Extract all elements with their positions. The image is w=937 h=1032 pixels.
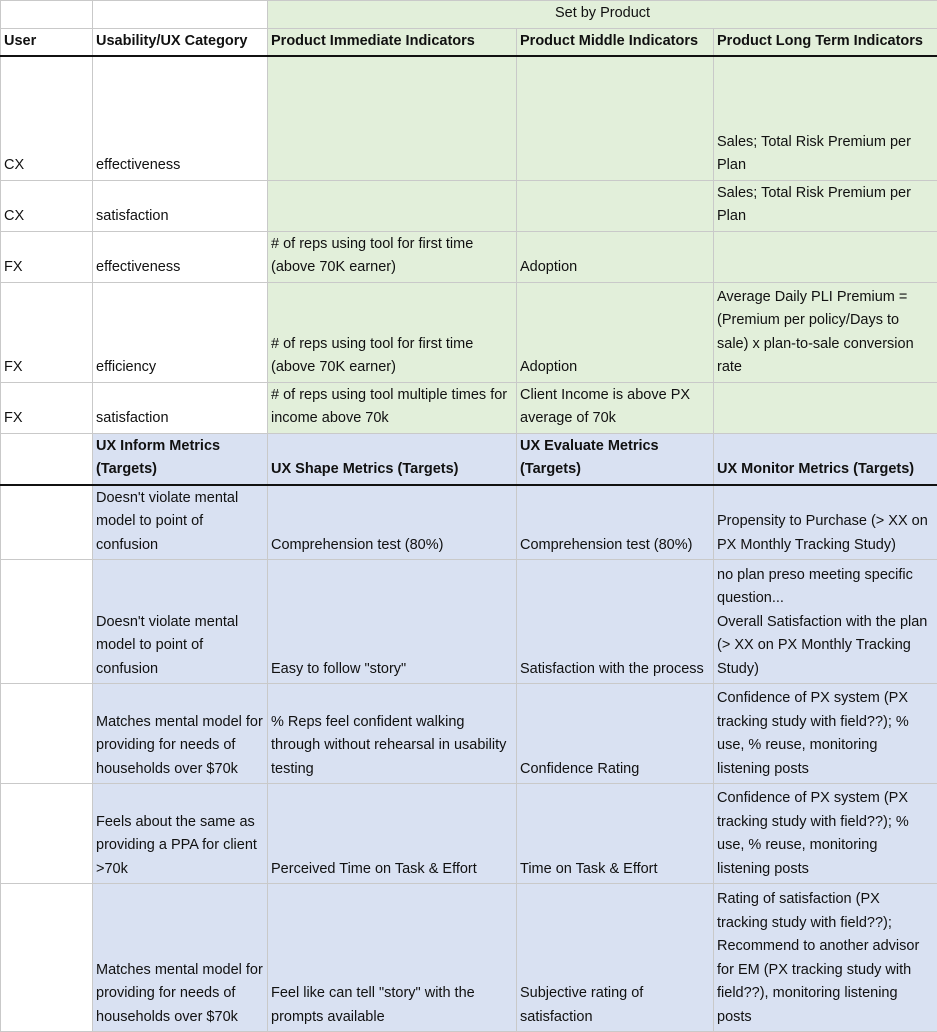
column-header-long-term[interactable]: Product Long Term Indicators [714,28,937,56]
cell-user[interactable]: FX [1,282,93,382]
cell-shape[interactable]: Feel like can tell "story" with the prompts available [268,884,517,1032]
ux-header-inform[interactable]: UX Inform Metrics (Targets) [93,433,268,485]
cell-user[interactable]: CX [1,180,93,231]
cell-middle[interactable] [517,56,714,180]
ux-header-shape[interactable]: UX Shape Metrics (Targets) [268,433,517,485]
cell-category[interactable]: efficiency [93,282,268,382]
cell-monitor[interactable]: Confidence of PX system (PX tracking study with field??); % use, % reuse, monitoring listening posts [714,784,937,884]
cell-long-term[interactable]: Sales; Total Risk Premium per Plan [714,56,937,180]
cell-middle[interactable]: Client Income is above PX average of 70k [517,382,714,433]
ux-header-evaluate[interactable]: UX Evaluate Metrics (Targets) [517,433,714,485]
cell-long-term[interactable] [714,382,937,433]
group-header-set-by-product[interactable]: Set by Product [268,1,937,29]
cell-category[interactable]: satisfaction [93,382,268,433]
cell-evaluate[interactable]: Satisfaction with the process [517,560,714,684]
column-header-category[interactable]: Usability/UX Category [93,28,268,56]
cell-empty[interactable] [1,1,93,29]
cell-immediate[interactable]: # of reps using tool for first time (above 70K earner) [268,282,517,382]
cell-evaluate[interactable]: Comprehension test (80%) [517,485,714,560]
cell-empty[interactable] [1,884,93,1032]
column-header-user[interactable]: User [1,28,93,56]
cell-monitor[interactable]: Rating of satisfaction (PX tracking study with field??); Recommend to another advisor for EM (PX tracking study with field??), monitoring listening posts [714,884,937,1032]
cell-shape[interactable]: % Reps feel confident walking through without rehearsal in usability testing [268,684,517,784]
cell-category[interactable]: effectiveness [93,231,268,282]
cell-shape[interactable]: Perceived Time on Task & Effort [268,784,517,884]
cell-long-term[interactable]: Average Daily PLI Premium = (Premium per policy/Days to sale) x plan-to-sale conversion rate [714,282,937,382]
cell-empty[interactable] [1,684,93,784]
cell-long-term[interactable] [714,231,937,282]
cell-middle[interactable]: Adoption [517,231,714,282]
cell-shape[interactable]: Comprehension test (80%) [268,485,517,560]
cell-inform[interactable]: Doesn't violate mental model to point of confusion [93,560,268,684]
cell-category[interactable]: effectiveness [93,56,268,180]
cell-inform[interactable]: Matches mental model for providing for needs of households over $70k [93,884,268,1032]
cell-category[interactable]: satisfaction [93,180,268,231]
column-header-immediate[interactable]: Product Immediate Indicators [268,28,517,56]
ux-header-monitor[interactable]: UX Monitor Metrics (Targets) [714,433,937,485]
cell-immediate[interactable] [268,180,517,231]
cell-user[interactable]: FX [1,382,93,433]
cell-user[interactable]: CX [1,56,93,180]
cell-inform[interactable]: Feels about the same as providing a PPA for client >70k [93,784,268,884]
cell-evaluate[interactable]: Time on Task & Effort [517,784,714,884]
cell-inform[interactable]: Doesn't violate mental model to point of confusion [93,485,268,560]
cell-shape[interactable]: Easy to follow "story" [268,560,517,684]
cell-user[interactable]: FX [1,231,93,282]
cell-immediate[interactable]: # of reps using tool multiple times for income above 70k [268,382,517,433]
cell-immediate[interactable]: # of reps using tool for first time (above 70K earner) [268,231,517,282]
cell-empty[interactable] [1,560,93,684]
cell-middle[interactable] [517,180,714,231]
cell-long-term[interactable]: Sales; Total Risk Premium per Plan [714,180,937,231]
cell-monitor[interactable]: no plan preso meeting specific question... Overall Satisfaction with the plan (> XX on PX Monthly Tracking Study) [714,560,937,684]
cell-inform[interactable]: Matches mental model for providing for needs of households over $70k [93,684,268,784]
cell-monitor[interactable]: Propensity to Purchase (> XX on PX Monthly Tracking Study) [714,485,937,560]
cell-monitor[interactable]: Confidence of PX system (PX tracking study with field??); % use, % reuse, monitoring listening posts [714,684,937,784]
cell-middle[interactable]: Adoption [517,282,714,382]
cell-evaluate[interactable]: Confidence Rating [517,684,714,784]
cell-evaluate[interactable]: Subjective rating of satisfaction [517,884,714,1032]
cell-empty[interactable] [1,433,93,485]
column-header-middle[interactable]: Product Middle Indicators [517,28,714,56]
cell-empty[interactable] [1,485,93,560]
cell-empty[interactable] [93,1,268,29]
cell-immediate[interactable] [268,56,517,180]
cell-empty[interactable] [1,784,93,884]
